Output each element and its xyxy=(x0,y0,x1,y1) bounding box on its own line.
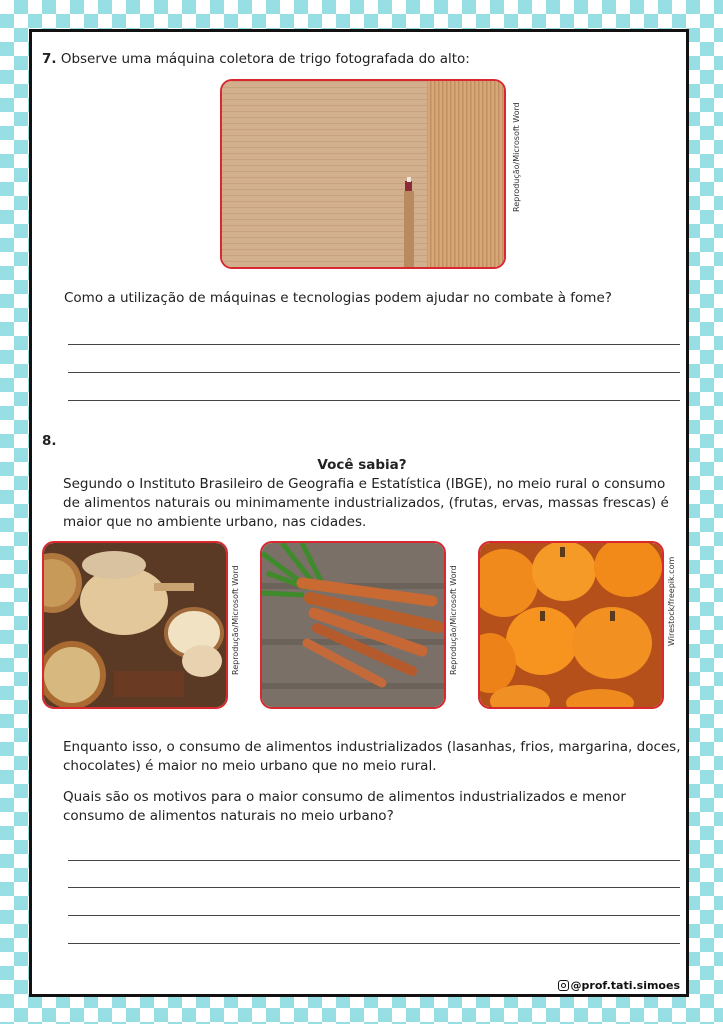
carrots-photo-credit: Reprodução/Microsoft Word xyxy=(449,565,458,675)
answer-line-q8-2[interactable] xyxy=(68,887,680,888)
q8-number: 8. xyxy=(42,433,57,449)
grains-photo-credit: Reprodução/Microsoft Word xyxy=(231,565,240,675)
grains-bread-photo xyxy=(42,541,228,709)
answer-line-q8-4[interactable] xyxy=(68,943,680,944)
pumpkins-photo xyxy=(478,541,664,709)
q8-question: Quais são os motivos para o maior consumo de alimentos industrializados e menor consumo de alimentos naturais no meio urbano? xyxy=(63,789,626,824)
answer-line-q8-1[interactable] xyxy=(68,860,680,861)
worksheet-page xyxy=(29,29,689,997)
carrots-photo xyxy=(260,541,446,709)
answer-line-q7-1[interactable] xyxy=(68,344,680,345)
answer-line-q7-3[interactable] xyxy=(68,400,680,401)
q7-number: 7. xyxy=(42,51,57,67)
did-you-know-title: Você sabia? xyxy=(317,457,407,473)
pumpkins-photo-credit: Wirestock/freepik.com xyxy=(667,556,676,646)
q7-photo-credit: Reprodução/Microsoft Word xyxy=(512,102,521,212)
q7-prompt xyxy=(42,50,470,69)
answer-line-q7-2[interactable] xyxy=(68,372,680,373)
wheat-harvester-photo xyxy=(220,79,506,269)
q8-paragraph-2: Enquanto isso, o consumo de alimentos industrializados (lasanhas, frios, margarina, doces, chocolates) é maior no meio urbano que no meio rural. xyxy=(63,739,681,774)
instagram-handle xyxy=(558,979,680,992)
answer-line-q8-3[interactable] xyxy=(68,915,680,916)
q7-question: Como a utilização de máquinas e tecnologias podem ajudar no combate à fome? xyxy=(64,290,612,306)
instagram-icon xyxy=(558,980,569,991)
q7-prompt-text: Observe uma máquina coletora de trigo fotografada do alto: xyxy=(60,51,470,67)
instagram-handle-text: @prof.tati.simoes xyxy=(570,979,680,992)
q8-paragraph-1: Segundo o Instituto Brasileiro de Geografia e Estatística (IBGE), no meio rural o consumo de alimentos naturais ou minimamente industrializados, (frutas, ervas, massas frescas) é maior que no ambiente urbano, nas cidades. xyxy=(63,476,669,530)
